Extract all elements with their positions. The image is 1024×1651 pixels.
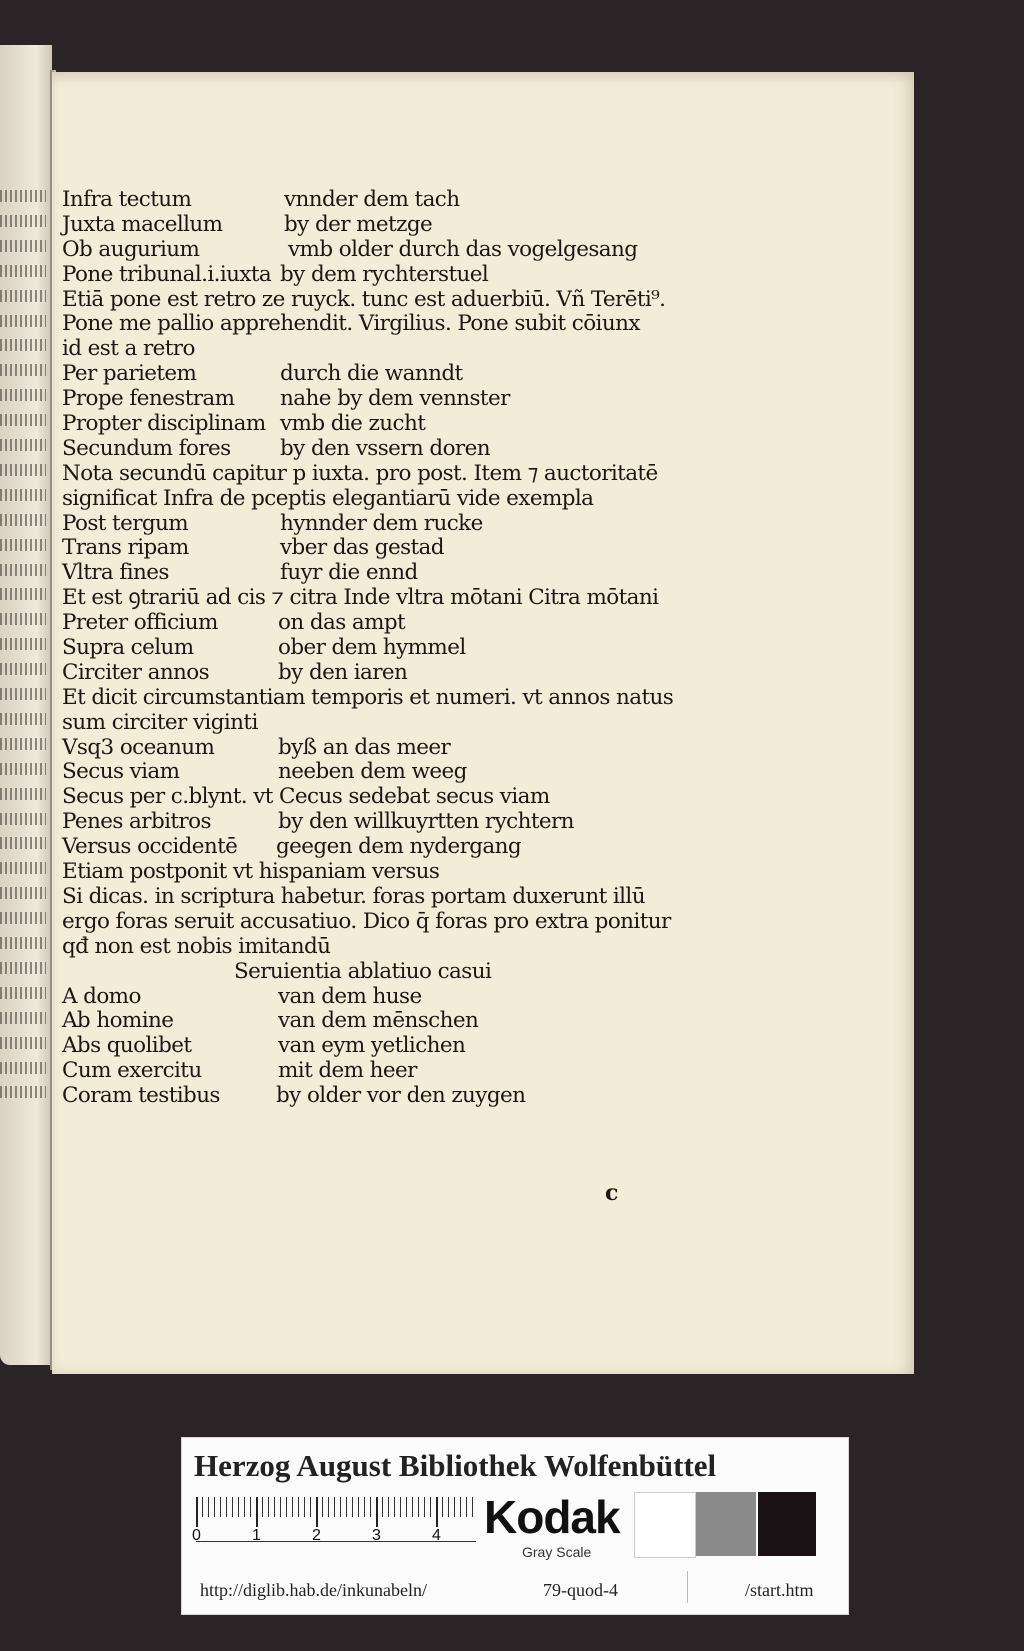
facing-page-text-fragment — [0, 1086, 46, 1098]
german-gloss: mit dem heer — [278, 1058, 417, 1084]
facing-page-text-fragment — [0, 1037, 46, 1049]
facing-page-text-fragment — [0, 887, 46, 899]
german-gloss: van eym yetlichen — [278, 1033, 466, 1059]
german-gloss: van dem mēnschen — [278, 1008, 479, 1034]
facing-page-text-fragment — [0, 588, 46, 600]
text-line — [62, 785, 662, 810]
url-suffix[interactable]: /start.htm — [745, 1580, 814, 1600]
facing-page-text-fragment — [0, 962, 46, 974]
ruler-major-tick — [376, 1497, 378, 1527]
text-line — [62, 636, 662, 661]
german-gloss: fuyr die ennd — [280, 560, 418, 586]
url-shelfmark[interactable]: 79-quod-4 — [543, 1580, 618, 1600]
text-line — [62, 835, 662, 860]
latin-term: Vsq3 oceanum — [62, 734, 215, 760]
text-line — [62, 711, 662, 736]
latin-term: Coram testibus — [62, 1083, 220, 1109]
latin-term: Secundum fores — [62, 435, 231, 461]
running-text: qđ non est nobis imitandū — [62, 933, 331, 959]
running-text: Pone me pallio apprehendit. Virgilius. Pone subit cōiunx — [62, 311, 640, 337]
facing-page-text-fragment — [0, 315, 46, 327]
latin-term: Secus viam — [62, 759, 180, 785]
german-gloss: by den vssern doren — [280, 435, 490, 461]
running-text: Nota secundū capitur p iuxta. pro post. Item ⁊ auctoritatē — [62, 460, 658, 486]
facing-page-text-fragment — [0, 837, 46, 849]
library-name: Herzog August Bibliothek Wolfenbüttel — [194, 1448, 717, 1483]
facing-page-text-fragment — [0, 564, 46, 576]
text-line — [62, 935, 662, 960]
facing-page-text-fragment — [0, 389, 46, 401]
text-line — [62, 810, 662, 835]
facing-page-text-fragment — [0, 290, 46, 302]
facing-page-text-fragment — [0, 240, 46, 252]
text-line — [62, 611, 662, 636]
facing-page-text-fragment — [0, 788, 46, 800]
ruler-number: 1 — [252, 1527, 261, 1544]
facing-page-text-fragment — [0, 638, 46, 650]
german-gloss: by dem rychterstuel — [280, 261, 489, 287]
german-gloss: vnnder dem tach — [284, 187, 460, 212]
facing-page-edge — [0, 45, 52, 1365]
german-gloss: durch die wanndt — [280, 361, 463, 387]
facing-page-text-fragment — [0, 190, 46, 202]
german-gloss: by der metzge — [284, 211, 433, 237]
section-heading: Seruientia ablatiuo casui — [234, 958, 492, 984]
german-gloss: vber das gestad — [280, 535, 444, 561]
facing-page-text-fragment — [0, 514, 46, 526]
text-line — [62, 885, 662, 910]
text-line — [62, 312, 662, 337]
text-line — [62, 1084, 662, 1109]
text-line — [62, 286, 666, 313]
latin-term: Vltra fines — [62, 560, 169, 586]
german-gloss: van dem huse — [278, 983, 422, 1009]
text-line — [62, 362, 662, 387]
latin-term: Ab homine — [62, 1008, 174, 1034]
latin-term: Abs quolibet — [62, 1033, 192, 1059]
white-patch — [634, 1492, 696, 1558]
text-line — [62, 487, 662, 512]
text-line — [62, 238, 662, 263]
measurement-ruler — [192, 1497, 476, 1544]
latin-term: Post tergum — [62, 510, 189, 536]
ruler-major-tick — [196, 1497, 198, 1527]
facing-page-text-fragment — [0, 713, 46, 725]
facing-page-text-fragment — [0, 862, 46, 874]
german-gloss: neeben dem weeg — [278, 759, 467, 785]
running-text: ergo foras seruit accusatiuo. Dico q̄ foras pro extra ponitur — [62, 908, 671, 934]
facing-page-text-fragment — [0, 813, 46, 825]
facing-page-text-fragment — [0, 738, 46, 750]
facing-page-text-fragment — [0, 414, 46, 426]
latin-term: Ob augurium — [62, 236, 200, 262]
running-text: Secus per c.blynt. vt Cecus sedebat secus viam — [62, 784, 550, 810]
ruler-number: 4 — [432, 1527, 441, 1544]
kodak-logo: Kodak — [484, 1491, 620, 1543]
running-text: Et est ꝯtrariū ad cis ⁊ citra Inde vltra mōtani Citra mōtani — [62, 585, 659, 611]
url-base[interactable]: http://diglib.hab.de/inkunabeln/ — [200, 1580, 427, 1600]
ruler-number: 3 — [372, 1527, 381, 1544]
text-line — [62, 1059, 662, 1084]
latin-term: Per parietem — [62, 361, 197, 387]
ruler-major-tick — [436, 1497, 438, 1527]
facing-page-text-fragment — [0, 1062, 46, 1074]
facing-page-text-fragment — [0, 763, 46, 775]
gray-scale-label: Gray Scale — [522, 1544, 592, 1560]
running-text: Etiā pone est retro ze ruyck. tunc est aduerbiū. Vñ Terēti⁹. — [62, 286, 666, 312]
book-page — [52, 72, 914, 1374]
black-patch — [758, 1492, 816, 1556]
german-gloss: ober dem hymmel — [278, 635, 466, 661]
german-gloss: by den iaren — [278, 659, 408, 685]
german-gloss: by den willkuyrtten rychtern — [278, 809, 574, 835]
german-gloss: geegen dem nydergang — [276, 834, 522, 860]
german-gloss: vmb older durch das vogelgesang — [288, 236, 638, 262]
text-line — [62, 960, 662, 985]
facing-page-text-fragment — [0, 265, 46, 277]
running-text: Et dicit circumstantiam temporis et numeri. vt annos natus — [62, 684, 674, 710]
text-line — [62, 561, 662, 586]
running-text: Etiam postponit vt hispaniam versus — [62, 859, 440, 885]
signature-mark: c — [605, 1180, 619, 1206]
text-line — [62, 760, 662, 785]
text-line — [62, 684, 674, 711]
latin-term: Propter disciplinam — [62, 411, 266, 437]
german-gloss: nahe by dem vennster — [280, 386, 510, 412]
running-text: id est a retro — [62, 336, 195, 362]
text-line — [62, 736, 662, 761]
latin-term: A domo — [62, 983, 141, 1009]
text-line — [62, 860, 662, 885]
facing-page-text-fragment — [0, 987, 46, 999]
latin-term: Circiter annos — [62, 659, 210, 685]
facing-page-text-fragment — [0, 1012, 46, 1024]
latin-term: Infra tectum — [62, 187, 192, 212]
facing-page-text-fragment — [0, 339, 46, 351]
color-calibration-card — [181, 1437, 849, 1615]
text-line — [62, 263, 662, 288]
text-line — [62, 387, 662, 412]
facing-page-text-fragment — [0, 937, 46, 949]
ruler-number: 2 — [312, 1527, 321, 1544]
running-text: sum circiter viginti — [62, 709, 258, 735]
latin-term: Trans ripam — [62, 535, 189, 561]
facing-page-text-fragment — [0, 364, 46, 376]
ruler-number: 0 — [192, 1527, 201, 1544]
text-line — [62, 213, 662, 238]
facing-page-text-fragment — [0, 464, 46, 476]
text-line — [62, 412, 662, 437]
facing-page-text-fragment — [0, 439, 46, 451]
facing-page-text-fragment — [0, 613, 46, 625]
text-line — [62, 586, 662, 611]
latin-term: Prope fenestram — [62, 386, 235, 412]
text-line — [62, 661, 662, 686]
text-line — [62, 1034, 662, 1059]
german-gloss: hynnder dem rucke — [280, 510, 483, 536]
text-line — [62, 188, 662, 213]
ruler-major-tick — [316, 1497, 318, 1527]
text-line — [62, 536, 662, 561]
latin-term: Pone tribunal.i.iuxta — [62, 261, 272, 287]
latin-term: Penes arbitros — [62, 809, 211, 835]
ruler-major-tick — [256, 1497, 258, 1527]
latin-term: Preter officium — [62, 610, 218, 636]
text-line — [62, 1009, 662, 1034]
text-line — [62, 337, 662, 362]
facing-page-text-fragment — [0, 215, 46, 227]
running-text: significat Infra de pceptis elegantiarū vide exempla — [62, 485, 594, 511]
latin-term: Supra celum — [62, 635, 194, 661]
german-gloss: on das ampt — [278, 610, 406, 636]
facing-page-text-fragment — [0, 663, 46, 675]
url-separator — [687, 1571, 688, 1603]
german-gloss: vmb die zucht — [280, 411, 426, 437]
running-text: Si dicas. in scriptura habetur. foras portam duxerunt illū — [62, 883, 645, 909]
german-gloss: byß an das meer — [278, 734, 451, 760]
latin-term: Versus occidentē — [62, 834, 238, 860]
page-text-block — [62, 187, 674, 1109]
latin-term: Cum exercitu — [62, 1058, 202, 1084]
text-line — [62, 908, 671, 935]
german-gloss: by older vor den zuygen — [276, 1083, 526, 1109]
facing-page-text-fragment — [0, 489, 46, 501]
gray-patch — [696, 1492, 756, 1556]
text-line — [62, 437, 662, 462]
text-line — [62, 512, 662, 537]
facing-page-text-fragment — [0, 912, 46, 924]
text-line — [62, 985, 662, 1010]
latin-term: Juxta macellum — [62, 211, 223, 237]
facing-page-text-fragment — [0, 539, 46, 551]
facing-page-text-fragment — [0, 688, 46, 700]
text-line — [62, 462, 662, 487]
